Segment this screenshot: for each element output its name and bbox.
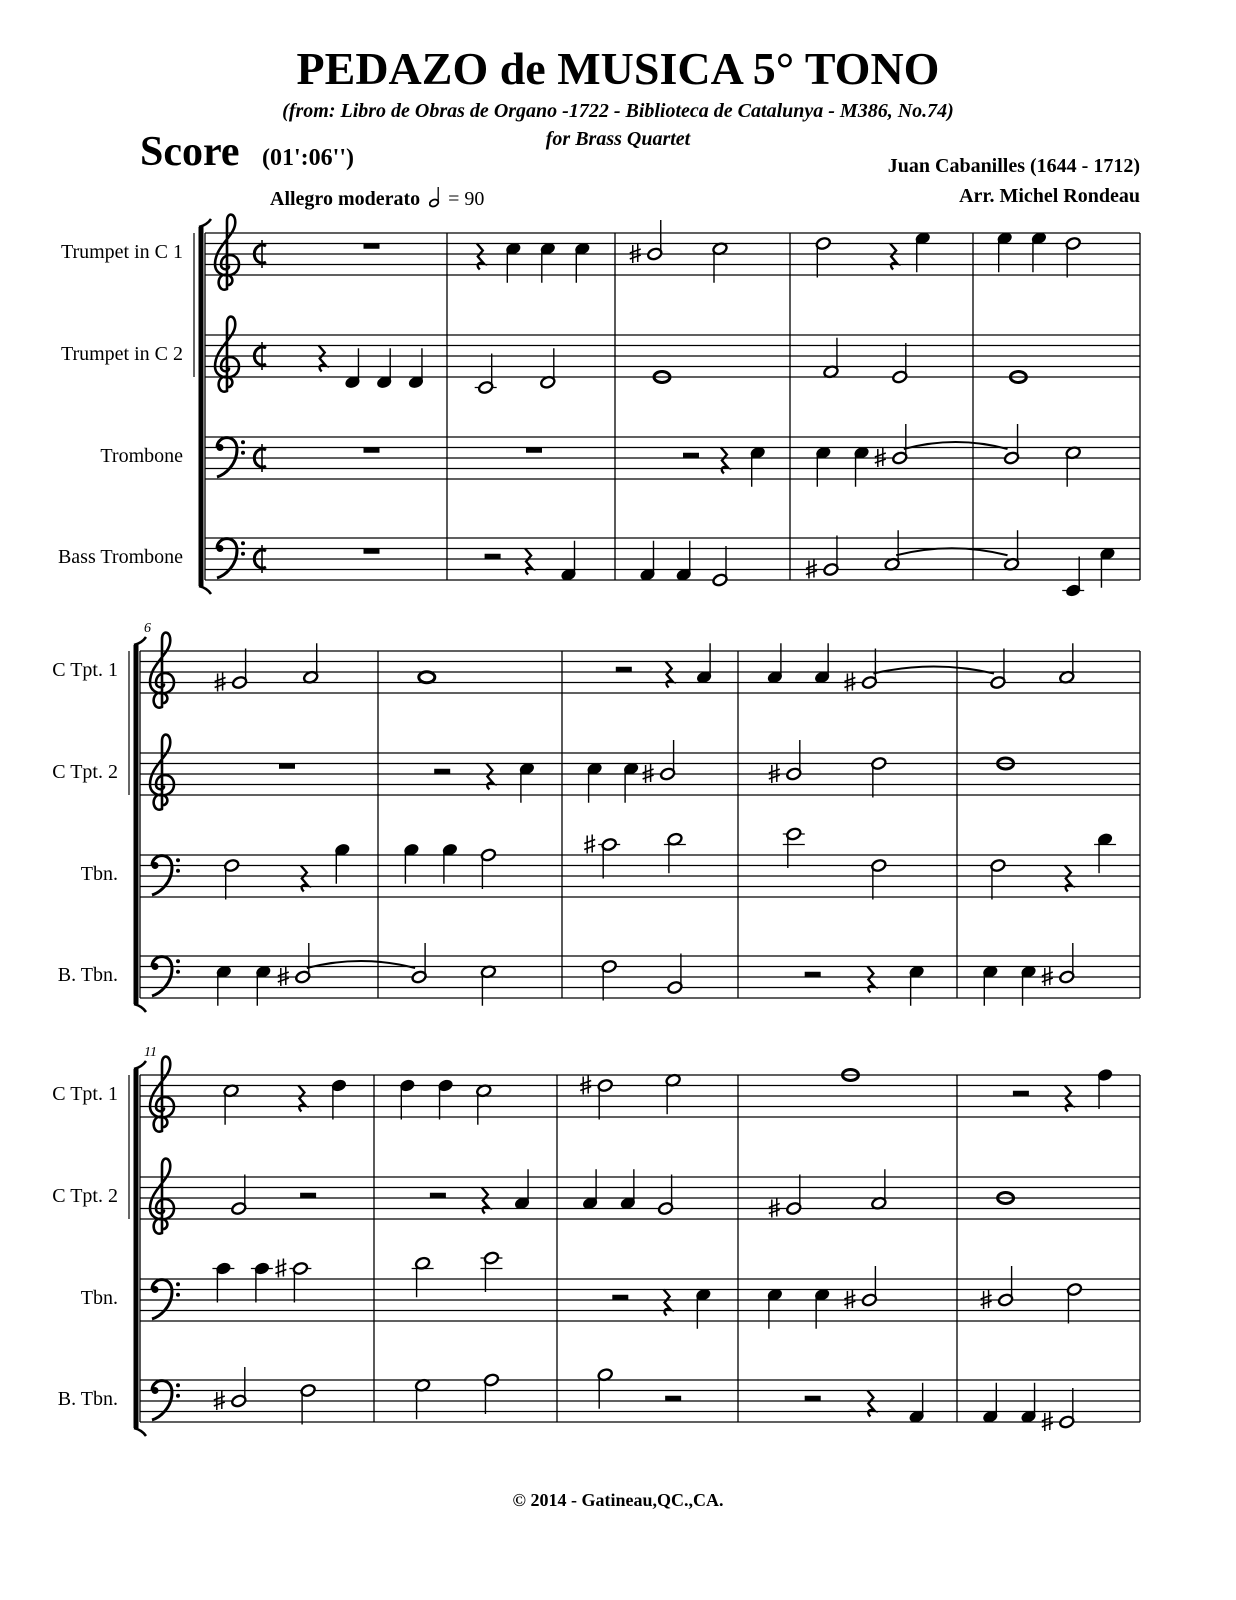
system-3 [129, 1057, 1140, 1436]
staff-3-4 [140, 1367, 1140, 1431]
tempo-value: = 90 [448, 188, 485, 210]
instrument-label: C Tpt. 2 [52, 1185, 118, 1207]
staff-2-2 [140, 735, 1140, 810]
score-label: Score [140, 129, 240, 175]
score-subtitle: (from: Libro de Obras de Organo -1722 - Biblioteca de Catalunya - M386, No.74) [282, 100, 954, 122]
staff-3-1 [140, 1057, 1140, 1132]
treble-clef-icon [150, 633, 174, 708]
staff-2-1 [140, 633, 1140, 708]
measure-number: 6 [144, 621, 151, 636]
staff-1-2 [205, 317, 1140, 395]
treble-clef-icon [150, 735, 174, 810]
bass-clef-icon [152, 1280, 181, 1319]
instrument-label: Bass Trombone [57, 546, 183, 568]
bass-clef-icon [152, 1381, 181, 1420]
duration: (01':06'') [262, 145, 354, 171]
bass-clef-icon [217, 438, 246, 477]
system-2 [129, 633, 1140, 1012]
bass-clef-icon [217, 539, 246, 578]
treble-clef-icon [150, 1057, 174, 1132]
instrument-label: B. Tbn. [57, 1388, 118, 1410]
instrument-label: Trumpet in C 1 [60, 241, 183, 263]
instrument-label: Tbn. [80, 1287, 118, 1309]
instrument-label: Trumpet in C 2 [60, 343, 183, 365]
instrument-label: C Tpt. 2 [52, 761, 118, 783]
arranger: Arr. Michel Rondeau [959, 185, 1140, 207]
copyright: © 2014 - Gatineau,QC.,CA. [512, 1490, 724, 1510]
tempo-text: Allegro moderato [270, 188, 421, 210]
treble-clef-icon [215, 215, 239, 290]
instrument-label: B. Tbn. [57, 964, 118, 986]
composer: Juan Cabanilles (1644 - 1712) [887, 155, 1140, 177]
score-title: PEDAZO de MUSICA 5° TONO [296, 43, 940, 94]
system-1 [194, 215, 1140, 598]
staff-2-4 [140, 943, 1140, 1006]
instrumentation: for Brass Quartet [545, 128, 691, 150]
staff-1-3 [205, 424, 1140, 487]
instrument-label: C Tpt. 1 [52, 659, 118, 681]
instrument-label: Tbn. [80, 863, 118, 885]
bass-clef-icon [152, 856, 181, 895]
staff-3-2 [140, 1159, 1140, 1234]
staff-1-4 [205, 530, 1140, 597]
instrument-label: Trombone [100, 445, 183, 467]
bass-clef-icon [152, 957, 181, 996]
instrument-label: C Tpt. 1 [52, 1083, 118, 1105]
treble-clef-icon [215, 317, 239, 392]
staff-3-3 [140, 1251, 1140, 1329]
staff-2-3 [140, 827, 1140, 899]
treble-clef-icon [150, 1159, 174, 1234]
measure-number: 11 [144, 1045, 157, 1060]
staff-1-1 [205, 215, 1140, 290]
